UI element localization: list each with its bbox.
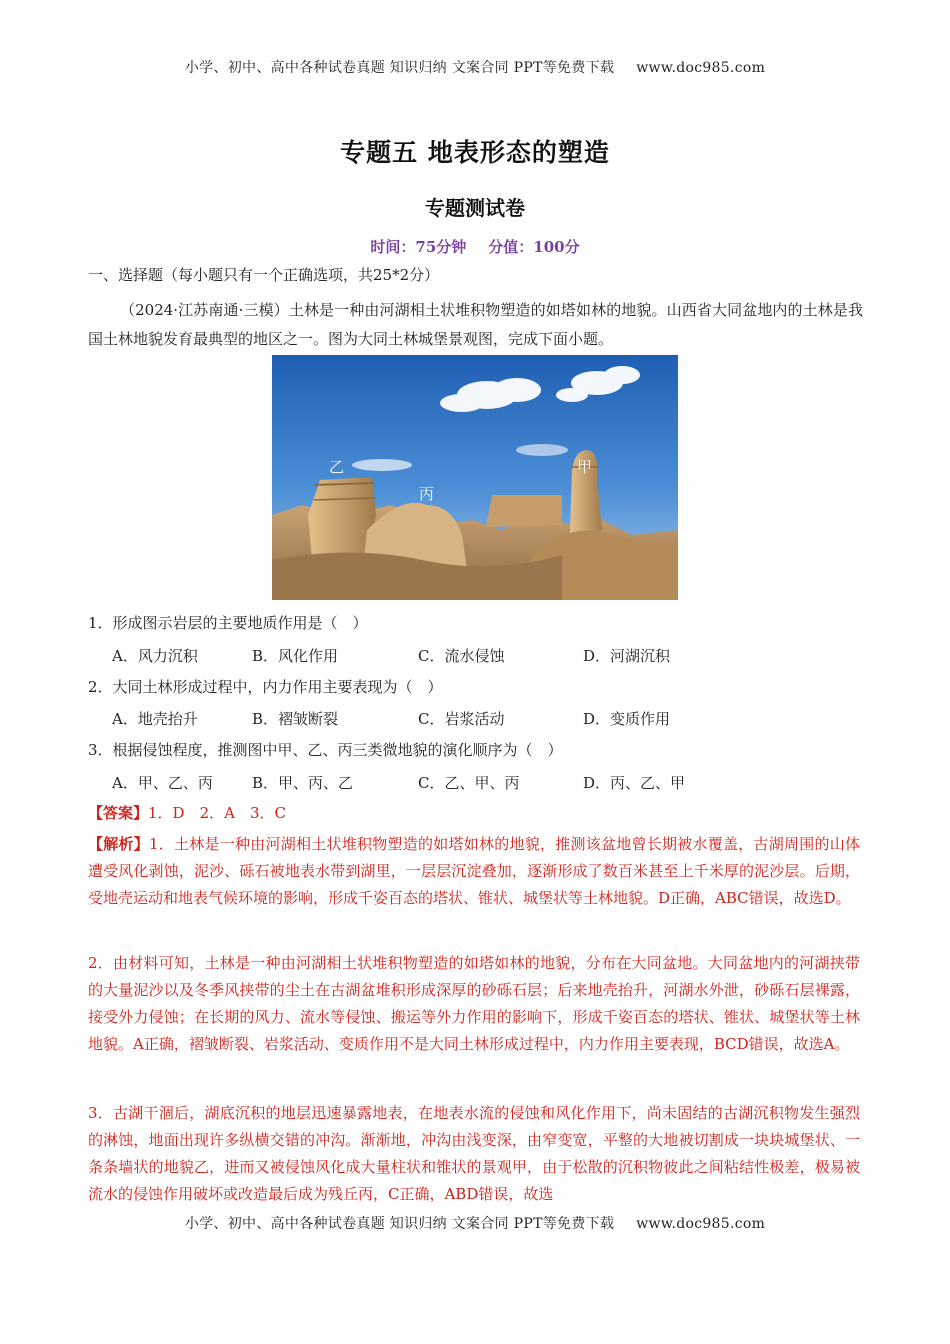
answer-text: 1．D 2．A 3．C [148,804,286,822]
question-3-stem: 3．根据侵蚀程度，推测图中甲、乙、丙三类微地貌的演化顺序为（ ） [88,741,563,759]
q1-option-d[interactable]: D．河湖沉积 [583,647,671,665]
q3-option-c[interactable]: C．乙、甲、丙 [418,774,520,792]
footer-url[interactable]: www.doc985.com [636,1216,766,1232]
exam-score: 分值：100分 [488,238,580,256]
label-jia: 甲 [577,458,593,476]
question-2-stem: 2．大同土林形成过程中，内力作用主要表现为（ ） [88,678,443,696]
question-1-options [112,645,832,665]
q3-option-a[interactable]: A．甲、乙、丙 [112,774,213,792]
document-title: 专题五 地表形态的塑造 [340,138,610,167]
earth-forest-photo [272,355,678,600]
q3-option-b[interactable]: B．甲、丙、乙 [252,774,354,792]
q1-option-a[interactable]: A．风力沉积 [112,647,198,665]
answer-line [88,803,863,823]
analysis-paragraph-1 [88,831,860,941]
q2-option-d[interactable]: D．变质作用 [583,710,671,728]
question-intro: （2024·江苏南通·三模）土林是一种由河湖相土状堆积物塑造的如塔如林的地貌。山西省大同盆地内的土林是我国土林地貌发育最典型的地区之一。图为大同土林城堡景观图，完成下面小题。 [88,301,863,348]
question-1-stem: 1．形成图示岩层的主要地质作用是（ ） [88,614,368,632]
label-yi: 乙 [329,458,345,476]
header-text: 小学、初中、高中各种试卷真题 知识归纳 文案合同 PPT等免费下载 [184,60,615,76]
q2-option-b[interactable]: B．褶皱断裂 [252,710,339,728]
question-3-options [112,772,832,792]
exam-time: 时间：75分钟 [370,238,467,256]
q2-option-a[interactable]: A．地壳抬升 [112,710,198,728]
exam-meta [0,236,950,257]
page-header [0,57,950,77]
q3-option-d[interactable]: D．丙、乙、甲 [583,774,686,792]
analysis-text-1: 1．土林是一种由河湖相土状堆积物塑造的如塔如林的地貌，推测该盆地曾长期被水覆盖，古湖周围的山体遭受风化剥蚀，泥沙、砾石被地表水带到湖里，一层层沉淀叠加，逐渐形成了数百米甚至上千米厚的泥沙层。后期，受地壳运动和地表气候环境的影响，形成千姿百态的塔状、锥状、城堡状等土林地貌。D正确，ABC错误，故选D。 [88,835,860,907]
analysis-tag: 【解析】 [88,835,149,853]
header-url[interactable]: www.doc985.com [636,60,766,76]
section-heading: 一、选择题（每小题只有一个正确选项，共25*2分） [88,266,440,284]
question-2-options [112,708,832,728]
analysis-paragraph-3: 3．古湖干涸后，湖底沉积的地层迅速暴露地表，在地表水流的侵蚀和风化作用下，尚未固结的古湖沉积物发生强烈的淋蚀，地面出现许多纵横交错的冲沟。渐渐地，冲沟由浅变深，由窄变宽，平整的大地被切割成一块块城堡状、一条条墙状的地貌乙，进而又被侵蚀风化成大量柱状和锥状的景观甲，由于松散的沉积物彼此之间粘结性极差，极易被流水的侵蚀作用破坏或改造最后成为残丘丙，C正确，ABD错误，故选 [88,1104,860,1203]
analysis-paragraph-2: 2．由材料可知，土林是一种由河湖相土状堆积物塑造的如塔如林的地貌，分布在大同盆地。大同盆地内的河湖挟带的大量泥沙以及冬季风挟带的尘土在古湖盆堆积形成深厚的砂砾石层；后来地壳抬升，河湖水外泄，砂砾石层裸露，接受外力侵蚀；在长期的风力、流水等侵蚀、搬运等外力作用的影响下，形成千姿百态的塔状、锥状、城堡状等土林地貌。A正确，褶皱断裂、岩浆活动、变质作用不是大同土林形成过程中，内力作用主要表现，BCD错误，故选A。 [88,954,860,1053]
label-bing: 丙 [419,485,435,503]
page-footer [0,1213,950,1233]
q2-option-c[interactable]: C．岩浆活动 [418,710,505,728]
q1-option-b[interactable]: B．风化作用 [252,647,339,665]
answer-tag: 【答案】 [88,804,149,822]
footer-text: 小学、初中、高中各种试卷真题 知识归纳 文案合同 PPT等免费下载 [184,1216,615,1232]
document-subtitle: 专题测试卷 [425,196,525,220]
q1-option-c[interactable]: C．流水侵蚀 [418,647,505,665]
